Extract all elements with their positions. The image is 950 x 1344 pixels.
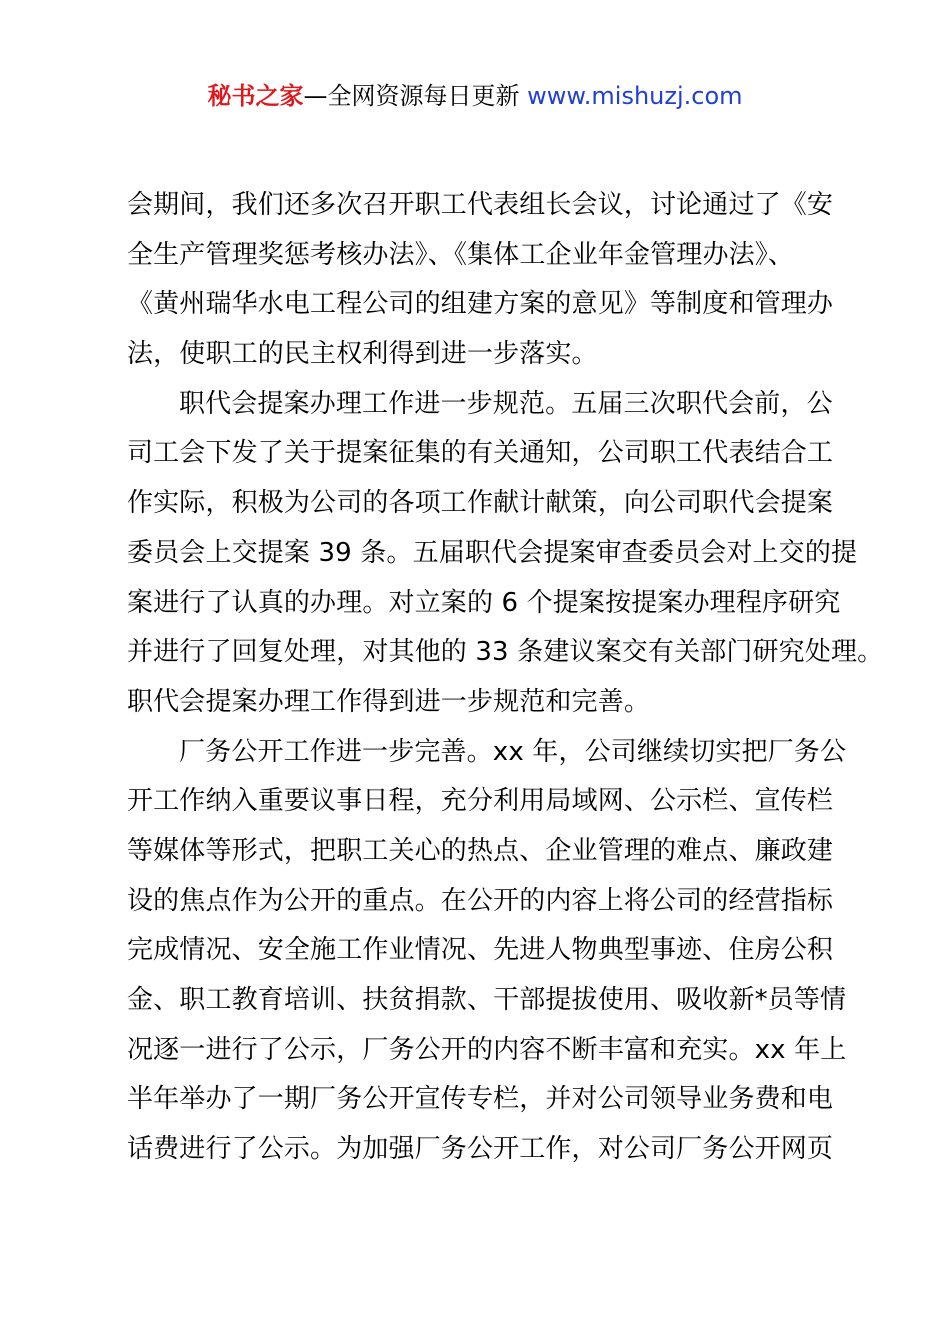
text-line: 况逐一进行了公示，厂务公开的内容不断丰富和充实。xx 年上 [127, 1034, 847, 1065]
text-line: 案进行了认真的办理。对立案的 6 个提案按提案办理程序研究 [127, 587, 841, 618]
text-line: 司工会下发了关于提案征集的有关通知，公司职工代表结合工 [127, 438, 834, 469]
text-line: 法，使职工的民主权利得到进一步落实。 [127, 339, 598, 370]
text-line: 并进行了回复处理，对其他的 33 条建议案交有关部门研究处理。 [127, 637, 884, 668]
text-line: 完成情况、安全施工作业情况、先进人物典型事迹、住房公积 [127, 935, 834, 966]
text-line: 职代会提案办理工作得到进一步规范和完善。 [127, 686, 651, 717]
text-line: 话费进行了公示。为加强厂务公开工作，对公司厂务公开网页 [127, 1134, 834, 1165]
site-url-link[interactable]: www.mishuzj.com [527, 82, 743, 110]
paragraph-start-line: 厂务公开工作进一步完善。xx 年，公司继续切实把厂务公 [179, 736, 847, 767]
site-tagline: —全网资源每日更新 [303, 82, 520, 110]
text-line: 设的焦点作为公开的重点。在公开的内容上将公司的经营指标 [127, 885, 834, 916]
text-line: 作实际，积极为公司的各项工作献计献策，向公司职代会提案 [127, 488, 834, 519]
document-body [127, 181, 884, 1175]
page-header [0, 80, 950, 112]
site-brand: 秘书之家 [207, 82, 304, 110]
text-line: 会期间，我们还多次召开职工代表组长会议，讨论通过了《安 [127, 190, 834, 220]
text-line: 《黄州瑞华水电工程公司的组建方案的意见》等制度和管理办 [127, 289, 834, 320]
text-line: 委员会上交提案 39 条。五届职代会提案审查委员会对上交的提 [127, 537, 858, 568]
text-line: 全生产管理奖惩考核办法》、《集体工企业年金管理办法》、 [127, 239, 795, 270]
text-line: 等媒体等形式，把职工关心的热点、企业管理的难点、廉政建 [127, 835, 834, 866]
text-line: 金、职工教育培训、扶贫捐款、干部提拔使用、吸收新*员等情 [127, 985, 847, 1015]
paragraph-start-line: 职代会提案办理工作进一步规范。五届三次职代会前，公 [179, 388, 833, 419]
text-line: 半年举办了一期厂务公开宣传专栏，并对公司领导业务费和电 [127, 1084, 834, 1115]
text-line: 开工作纳入重要议事日程，充分利用局域网、公示栏、宣传栏 [127, 786, 834, 817]
